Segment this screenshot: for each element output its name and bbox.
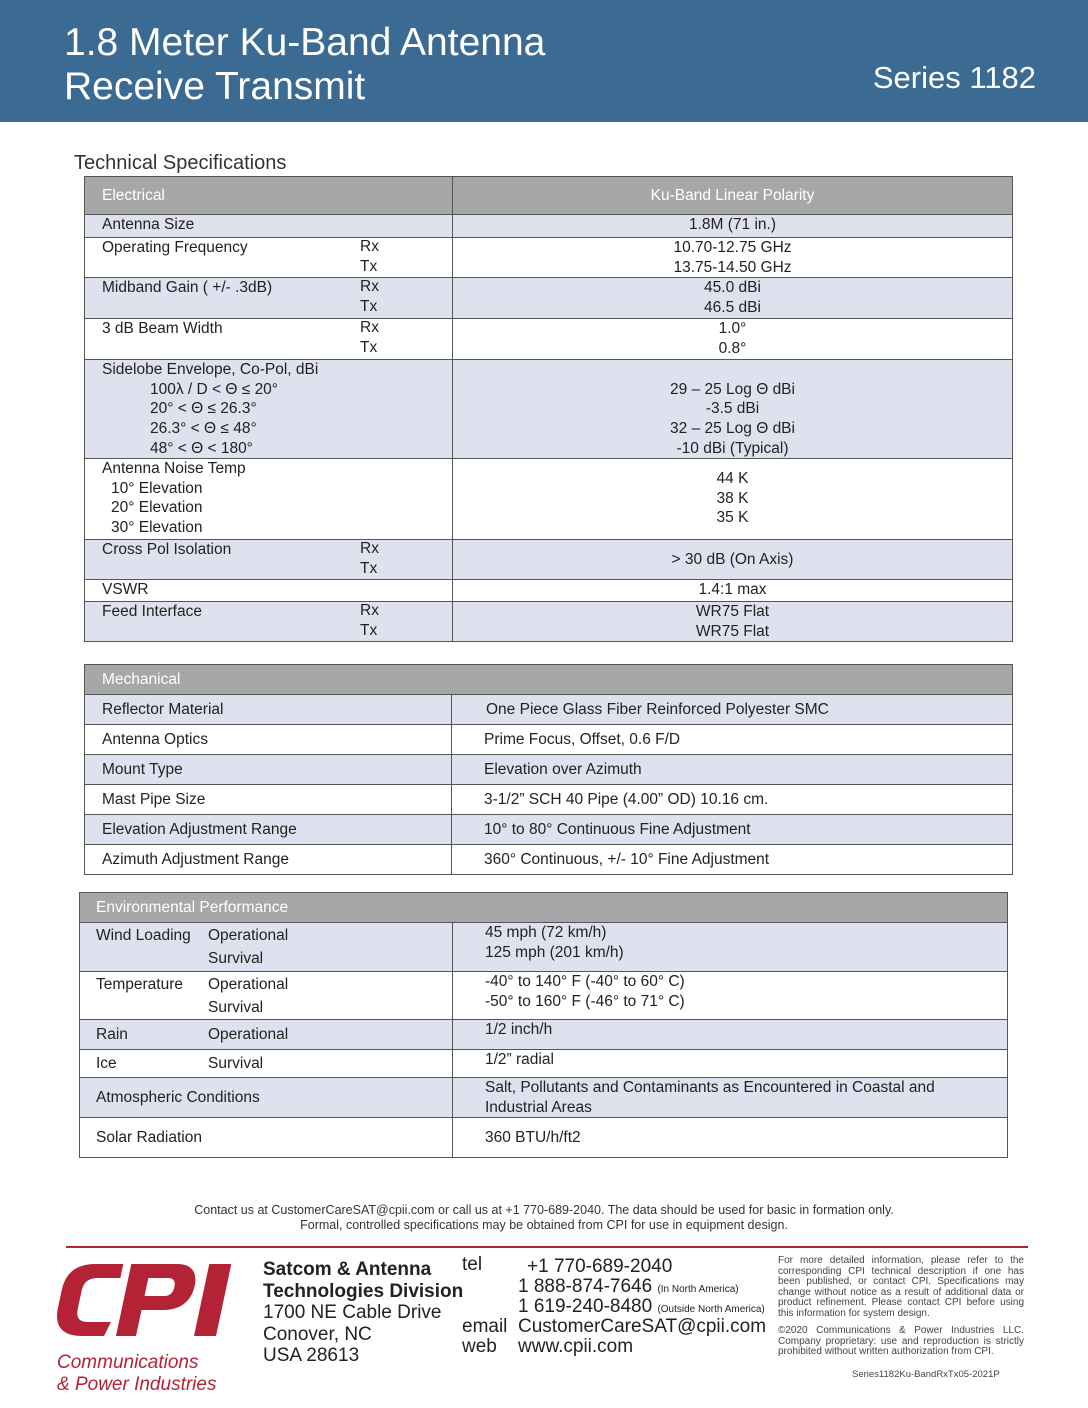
mechanical-table <box>84 664 1013 875</box>
spec-value-rx: 10.70-12.75 GHz <box>673 239 792 256</box>
spec-label: Cross Pol Isolation <box>102 541 232 559</box>
page-title-line2: Receive Transmit <box>64 65 366 108</box>
mech-label: Mast Pipe Size <box>102 790 206 808</box>
noise-value: 38 K <box>716 489 749 507</box>
tel-number-2[interactable]: 1 888-874-7646 <box>518 1276 653 1297</box>
rx-label: Rx <box>360 278 379 296</box>
mech-row <box>85 845 1013 875</box>
env-value: Salt, Pollutants and Contaminants as Encountered in Coastal and <box>485 1079 935 1096</box>
contact-line1: Contact us at CustomerCareSAT@cpii.com or call us at +1 770-689-2040. The data should be used for basic in formation only. <box>194 1203 894 1217</box>
page-header <box>0 0 1088 122</box>
logo-line2: & Power Industries <box>57 1374 217 1395</box>
env-label: Ice <box>96 1054 117 1072</box>
env-value: -40° to 140° F (-40° to 60° C) <box>485 973 685 990</box>
copyright-text: ©2020 Communications & Power Industries LLC. Company proprietary: use and reproduction is strictly prohibited without written authorization from CPI. <box>778 1325 1024 1357</box>
document-id: Series1182Ku-BandRxTx05-2021P <box>852 1369 1000 1380</box>
web-link[interactable]: www.cpii.com <box>518 1336 634 1357</box>
sidelobe-value: -10 dBi (Typical) <box>676 439 789 457</box>
spec-label: 3 dB Beam Width <box>102 320 223 338</box>
environmental-table <box>79 892 1008 1158</box>
sidelobe-range: 100λ / D < Θ ≤ 20° <box>150 380 279 398</box>
mech-row <box>85 695 1013 725</box>
address-line2: Conover, NC <box>263 1323 372 1345</box>
division-name-line1: Satcom & Antenna <box>263 1259 432 1280</box>
mech-label: Reflector Material <box>102 700 224 718</box>
mech-row <box>85 755 1013 785</box>
tel-label: tel <box>462 1254 483 1275</box>
env-value: -50° to 160° F (-46° to 71° C) <box>485 992 685 1010</box>
sidelobe-value: 32 – 25 Log Θ dBi <box>670 419 795 437</box>
env-label: Atmospheric Conditions <box>96 1088 260 1106</box>
tx-label: Tx <box>360 257 378 275</box>
address-line1: 1700 NE Cable Drive <box>263 1302 442 1323</box>
page-title-line1: 1.8 Meter Ku-Band Antenna <box>64 21 546 64</box>
noise-elevation: 10° Elevation <box>111 479 203 497</box>
electrical-table <box>84 176 1013 642</box>
spec-label: Midband Gain ( +/- .3dB) <box>102 279 273 297</box>
division-address <box>263 1259 463 1367</box>
spec-label: Antenna Noise Temp <box>102 460 246 478</box>
env-condition: Survival <box>208 1054 264 1072</box>
tx-label: Tx <box>360 559 378 577</box>
env-row-wind <box>80 923 1008 972</box>
noise-value: 44 K <box>716 470 749 488</box>
rx-label: Rx <box>360 238 379 255</box>
environmental-header-row <box>80 893 1008 923</box>
env-value: 360 BTU/h/ft2 <box>485 1128 581 1146</box>
spec-row-antenna-size <box>85 215 1013 238</box>
env-row-ice <box>80 1050 1008 1078</box>
mechanical-header: Mechanical <box>102 670 181 688</box>
address-line3: USA 28613 <box>263 1345 360 1366</box>
rx-label: Rx <box>360 319 379 337</box>
spec-value-tx: 0.8° <box>718 339 747 357</box>
noise-elevation: 30° Elevation <box>111 518 203 536</box>
logo-line1: Communications <box>57 1352 199 1373</box>
disclaimer <box>778 1256 1024 1358</box>
env-label: Solar Radiation <box>96 1128 202 1146</box>
spec-value-rx: WR75 Flat <box>695 603 770 621</box>
electrical-header-row <box>85 177 1013 215</box>
contact-note <box>0 1203 1088 1233</box>
footer-divider <box>66 1246 1028 1248</box>
environmental-header: Environmental Performance <box>96 898 289 916</box>
email-link[interactable]: CustomerCareSAT@cpii.com <box>518 1316 767 1337</box>
env-label: Wind Loading <box>96 927 191 944</box>
env-condition: Operational <box>208 927 289 944</box>
spec-value-tx: WR75 Flat <box>695 622 770 640</box>
tx-label: Tx <box>360 297 378 315</box>
spec-value-rx: 45.0 dBi <box>704 279 761 297</box>
env-label: Temperature <box>96 976 184 993</box>
mech-value: 360° Continuous, +/- 10° Fine Adjustment <box>484 850 770 868</box>
electrical-header-right: Ku-Band Linear Polarity <box>650 186 815 204</box>
env-row-atmospheric <box>80 1078 1008 1118</box>
env-label: Rain <box>96 1025 128 1043</box>
spec-label: Antenna Size <box>102 216 195 233</box>
noise-value: 35 K <box>716 509 749 527</box>
tx-label: Tx <box>360 621 378 639</box>
mech-row <box>85 725 1013 755</box>
spec-label: Sidelobe Envelope, Co-Pol, dBi <box>102 361 319 379</box>
spec-row-sidelobe <box>85 360 1013 459</box>
division-name-line2: Technologies Division <box>263 1280 464 1302</box>
sidelobe-range: 26.3° < Θ ≤ 48° <box>150 419 257 437</box>
mech-row <box>85 815 1013 845</box>
electrical-header-left: Electrical <box>102 186 165 204</box>
rx-label: Rx <box>360 540 379 558</box>
env-value: 45 mph (72 km/h) <box>485 924 607 941</box>
env-condition: Survival <box>208 950 264 967</box>
sidelobe-range: 20° < Θ ≤ 26.3° <box>150 400 257 418</box>
mech-value: 3-1/2” SCH 40 Pipe (4.00” OD) 10.16 cm. <box>484 790 769 808</box>
spec-row-gain <box>85 278 1013 319</box>
mech-label: Antenna Optics <box>102 730 208 748</box>
cpi-logo-text: CPI <box>55 1256 57 1257</box>
spec-label: Feed Interface <box>102 603 202 621</box>
spec-row-beam-width <box>85 319 1013 360</box>
spec-row-noise-temp <box>85 459 1013 540</box>
spec-value: 1.8M (71 in.) <box>688 216 776 233</box>
env-row-temperature <box>80 972 1008 1020</box>
rx-label: Rx <box>360 602 379 620</box>
env-value: 125 mph (201 km/h) <box>485 943 624 961</box>
series-label: Series 1182 <box>872 60 1036 95</box>
env-condition: Operational <box>208 1025 289 1043</box>
tx-label: Tx <box>360 338 378 356</box>
mech-value: Elevation over Azimuth <box>484 760 642 778</box>
sidelobe-value: -3.5 dBi <box>705 400 760 418</box>
spec-value: > 30 dB (On Axis) <box>671 550 794 568</box>
tel-note-3: (Outside North America) <box>657 1304 765 1315</box>
mech-value: Prime Focus, Offset, 0.6 F/D <box>484 730 681 748</box>
spec-row-frequency <box>85 238 1013 278</box>
email-label: email <box>462 1316 508 1337</box>
env-condition: Survival <box>208 999 264 1016</box>
spec-value: 1.4:1 max <box>698 581 767 599</box>
sidelobe-range: 48° < Θ < 180° <box>150 439 253 457</box>
tel-number-3[interactable]: 1 619-240-8480 <box>518 1296 653 1317</box>
env-value: 1/2 inch/h <box>485 1021 553 1038</box>
web-label: web <box>462 1336 497 1357</box>
tel-number-1[interactable]: +1 770-689-2040 <box>527 1256 673 1277</box>
contact-line2: Formal, controlled specifications may be obtained from CPI for use in equipment design. <box>300 1218 788 1232</box>
spec-row-feed-interface <box>85 602 1013 642</box>
section-title: Technical Specifications <box>74 152 287 174</box>
spec-value-tx: 13.75-14.50 GHz <box>673 258 792 276</box>
spec-value-tx: 46.5 dBi <box>704 298 761 316</box>
env-condition: Operational <box>208 976 289 993</box>
spec-label: Operating Frequency <box>102 239 248 256</box>
spec-row-vswr <box>85 580 1013 602</box>
env-row-rain <box>80 1020 1008 1050</box>
env-value: Industrial Areas <box>485 1098 592 1116</box>
mech-label: Azimuth Adjustment Range <box>102 850 289 868</box>
mech-row <box>85 785 1013 815</box>
env-row-solar <box>80 1118 1008 1158</box>
spec-label: VSWR <box>102 581 149 599</box>
noise-elevation: 20° Elevation <box>111 499 203 517</box>
spec-value-rx: 1.0° <box>718 320 747 338</box>
mechanical-header-row <box>85 665 1013 695</box>
env-value: 1/2” radial <box>485 1051 554 1068</box>
mech-value: 10° to 80° Continuous Fine Adjustment <box>484 820 751 838</box>
mech-label: Mount Type <box>102 760 183 778</box>
tel-note-2: (In North America) <box>657 1284 739 1295</box>
mech-label: Elevation Adjustment Range <box>102 820 297 838</box>
spec-row-cross-pol <box>85 540 1013 580</box>
disclaimer-text: For more detailed information, please refer to the corresponding CPI technical description if one has been published, or contact CPI. Specifications may change without notice as a result of additional data or product refinement. Please contact CPI before using this information for system design. <box>778 1255 1024 1319</box>
sidelobe-value: 29 – 25 Log Θ dBi <box>670 380 795 398</box>
mech-value: One Piece Glass Fiber Reinforced Polyester SMC <box>486 700 829 718</box>
